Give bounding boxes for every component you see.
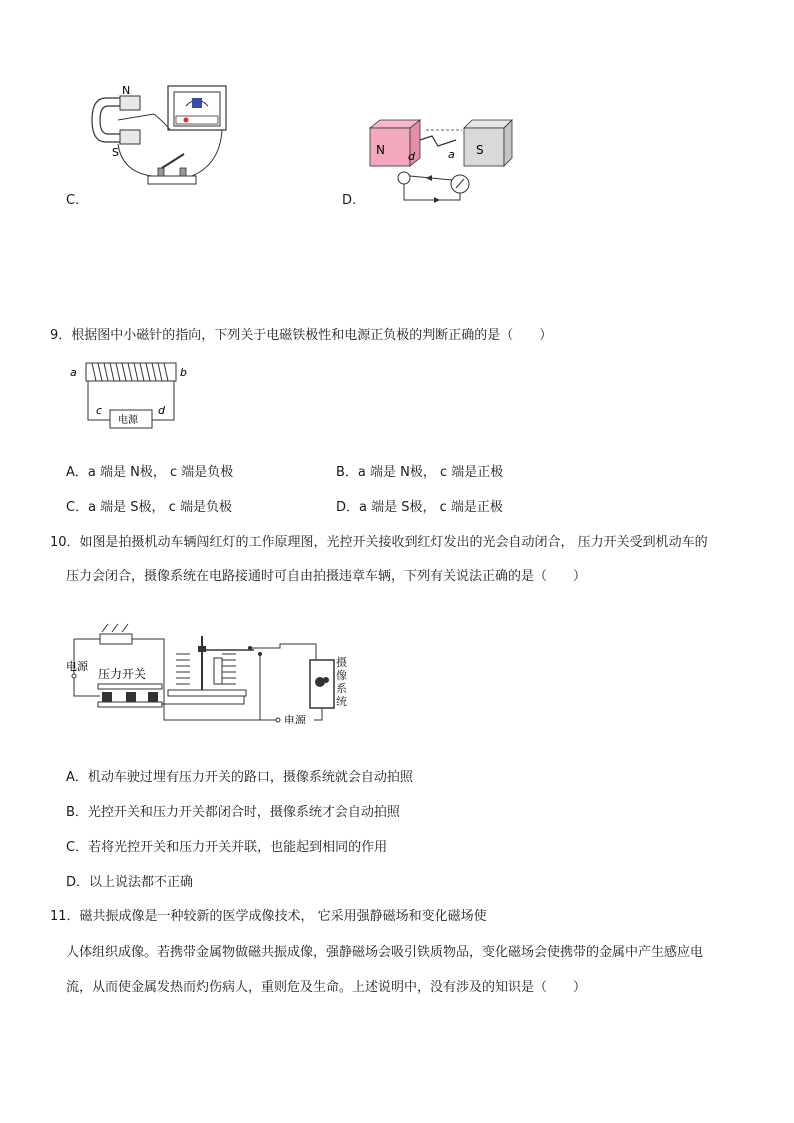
- q10-source-left: 电源: [66, 660, 88, 673]
- figure-option-c: [82, 84, 242, 194]
- electromagnet-diagram: [66, 358, 192, 432]
- q11-stem-line3: 流，从而使金属发热而灼伤病人，重则危及生命。上述说明中，没有涉及的知识是（ ）: [66, 980, 587, 995]
- q9-stem: 9．根据图中小磁针的指向，下列关于电磁铁极性和电源正负极的判断正确的是（ ）: [50, 328, 553, 343]
- q9-option-b[interactable]: B．a 端是 N极， c 端是正极: [336, 465, 504, 480]
- q10-figure: [64, 620, 364, 724]
- q11-stem-line2: 人体组织成像。若携带金属物做磁共振成像，强静磁场会吸引铁质物品，变化磁场会使携带的金属中产生感应电: [66, 945, 704, 960]
- option-d-label: D.: [342, 193, 357, 208]
- figure-option-d: [366, 116, 516, 206]
- q10-camera-label: 摄像系统: [336, 656, 347, 708]
- q9-label-a: a: [70, 366, 77, 379]
- q9-label-b: b: [180, 366, 187, 379]
- q10-source-bottom: 电源: [284, 714, 306, 724]
- q10-stem-line1: 10．如图是拍摄机动车辆闯红灯的工作原理图，光控开关接收到红灯发出的光会自动闭合， 压力开关受到机动车的: [50, 535, 708, 550]
- pole-s-label-d: S: [476, 143, 484, 157]
- pole-s-label: S: [112, 146, 119, 159]
- circuit-d-diagram: [366, 116, 516, 206]
- pole-n-label-d: N: [376, 143, 385, 157]
- q11-stem-line1: 11．磁共振成像是一种较新的医学成像技术， 它采用强静磁场和变化磁场使: [50, 909, 487, 924]
- q9-option-c[interactable]: C．a 端是 S极， c 端是负极: [66, 500, 232, 515]
- option-c-label: C.: [66, 193, 80, 208]
- circuit-c-diagram: [82, 84, 242, 194]
- q10-stem-line2: 压力会闭合，摄像系统在电路接通时可自由拍摄违章车辆，下列有关说法正确的是（ ）: [66, 569, 587, 584]
- red-light-camera-circuit: [64, 620, 364, 724]
- q9-label-c: c: [96, 404, 103, 417]
- q9-option-a[interactable]: A．a 端是 N极， c 端是负极: [66, 465, 234, 480]
- q10-option-a[interactable]: A．机动车驶过埋有压力开关的路口，摄像系统就会自动拍照: [66, 770, 413, 785]
- q10-option-d[interactable]: D．以上说法都不正确: [66, 875, 194, 890]
- q10-option-b[interactable]: B．光控开关和压力开关都闭合时，摄像系统才会自动拍照: [66, 805, 400, 820]
- q9-label-d: d: [158, 404, 165, 417]
- q9-source-label: 电源: [118, 415, 138, 426]
- label-a-d: a: [448, 148, 455, 161]
- q9-option-d[interactable]: D．a 端是 S极， c 端是正极: [336, 500, 503, 515]
- q10-pressure-switch: 压力开关: [98, 667, 147, 681]
- label-d-d: d: [408, 150, 415, 163]
- q9-figure: [66, 358, 192, 432]
- pole-n-label: N: [122, 84, 131, 97]
- q10-option-c[interactable]: C．若将光控开关和压力开关并联，也能起到相同的作用: [66, 840, 388, 855]
